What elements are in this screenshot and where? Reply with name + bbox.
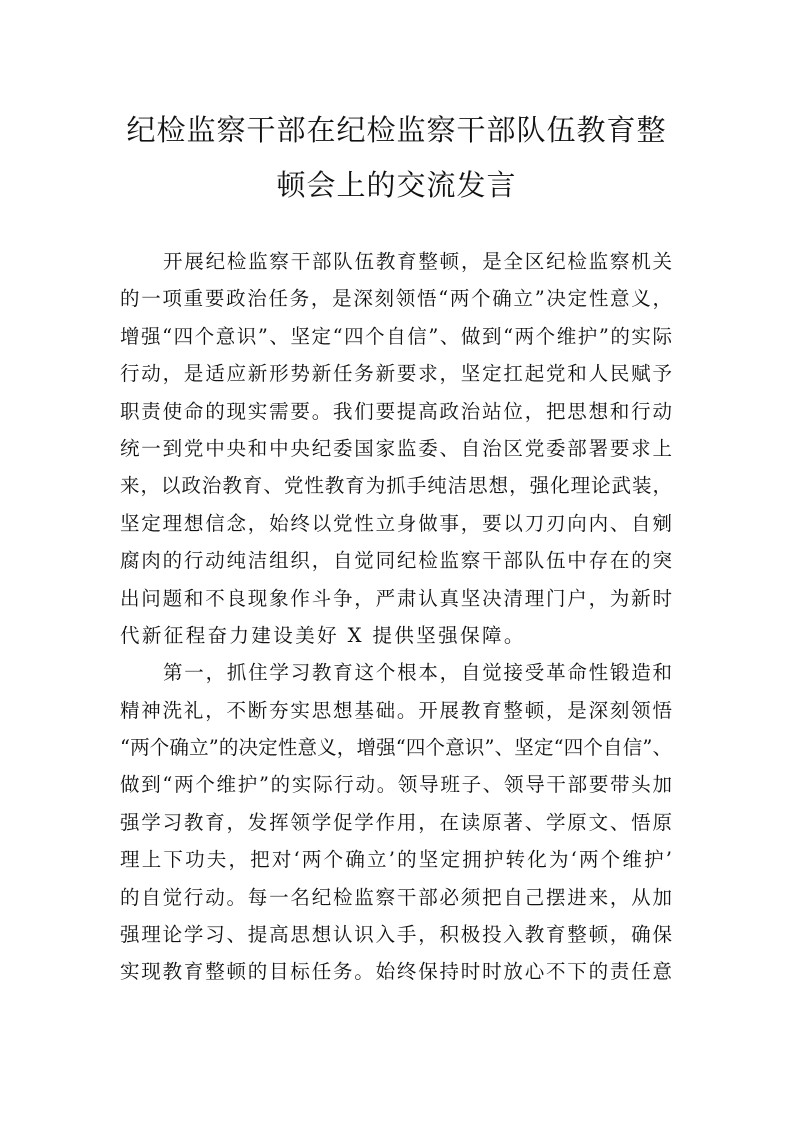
paragraph-line: 开展纪检监察干部队伍教育整顿，是全区纪检监察机关 [163,250,672,273]
paragraph-line: 的自觉行动。每一名纪检监察干部必须把自己摆进来，从加 [120,885,672,909]
paragraph-line: 做到“两个维护”的实际行动。领导班子、领导干部要带头加 [120,773,672,797]
paragraph-line: 代新征程奋力建设美好 X 提供坚强保障。 [120,623,526,647]
paragraph-line: 坚定理想信念，始终以党性立身做事，要以刀刃向内、自剜 [120,511,672,535]
document-title-line-2: 顿会上的交流发言 [276,168,517,202]
paragraph-line: 出问题和不良现象作斗争，严肃认真坚决清理门户，为新时 [120,586,672,610]
paragraph-line: 职责使命的现实需要。我们要提高政治站位，把思想和行动 [120,399,672,423]
paragraph-line: 腐肉的行动纯洁组织，自觉同纪检监察干部队伍中存在的突 [120,549,672,573]
paragraph-line: 第一，抓住学习教育这个根本，自觉接受革命性锻造和 [163,661,672,685]
document-title-line-1: 纪检监察干部在纪检监察干部队伍教育整 [126,113,667,147]
paragraph-line: 行动，是适应新形势新任务新要求，坚定扛起党和人民赋予 [120,362,672,386]
paragraph-line: 实现教育整顿的目标任务。始终保持时时放心不下的责任意 [120,960,672,984]
paragraph-line: “两个确立”的决定性意义，增强“四个意识”、坚定“四个自信”、 [120,736,672,760]
paragraph [120,243,672,654]
paragraph-line: 统一到党中央和中央纪委国家监委、自治区党委部署要求上 [120,436,672,460]
paragraph [120,654,672,991]
paragraph-line: 强理论学习、提高思想认识入手，积极投入教育整顿，确保 [120,923,672,947]
paragraph-line: 的一项重要政治任务，是深刻领悟“两个确立”决定性意义， [120,287,672,311]
paragraph-line: 精神洗礼，不断夯实思想基础。开展教育整顿，是深刻领悟 [120,698,672,722]
paragraph-line: 强学习教育，发挥领学促学作用，在读原著、学原文、悟原 [120,810,672,834]
paragraph-line: 增强“四个意识”、坚定“四个自信”、做到“两个维护”的实际 [120,324,672,348]
paragraph-line: 来，以政治教育、党性教育为抓手纯洁思想，强化理论武装， [120,474,672,498]
paragraph-line: 理上下功夫，把对‘两个确立’的坚定拥护转化为‘两个维护’ [120,848,672,872]
document-body [120,243,672,991]
